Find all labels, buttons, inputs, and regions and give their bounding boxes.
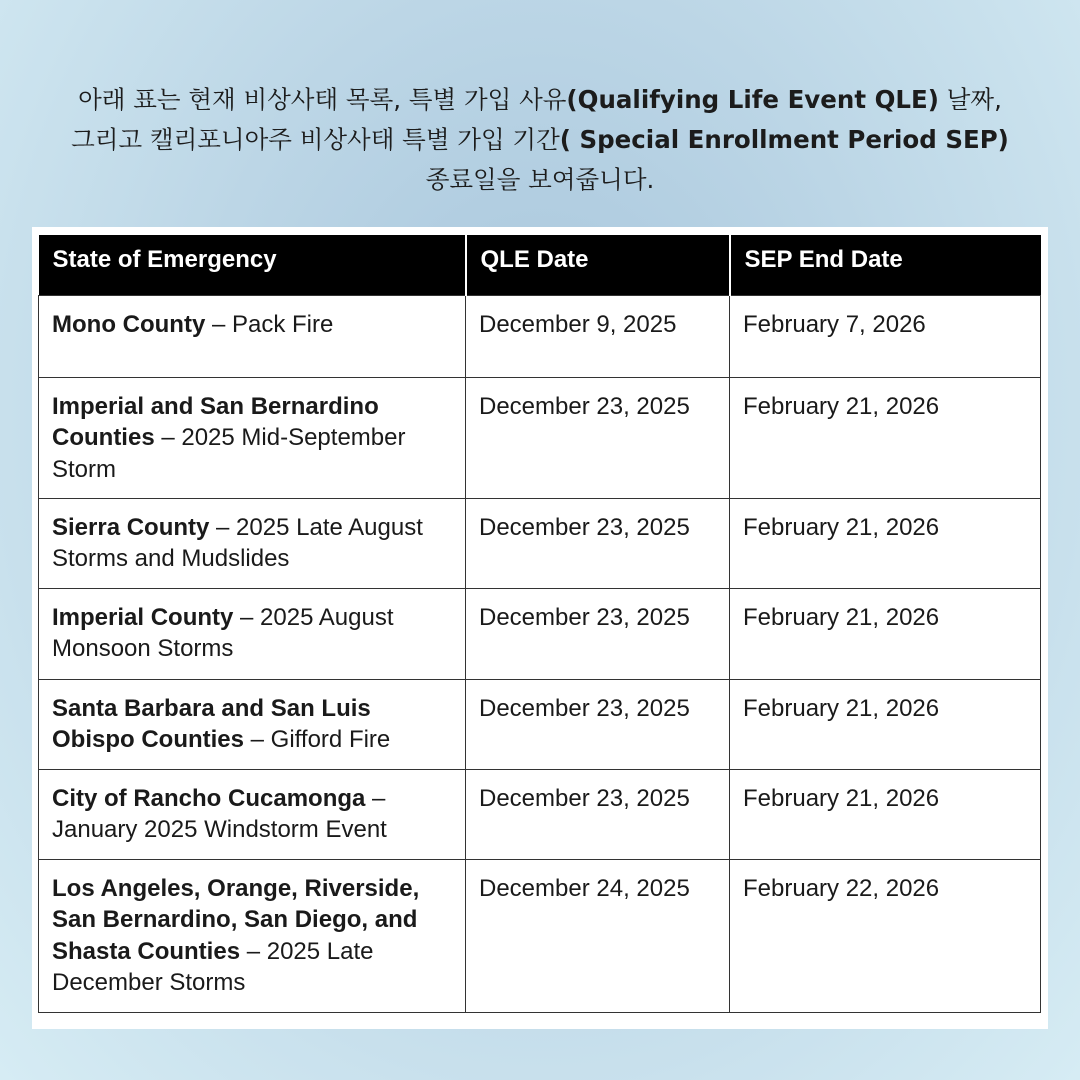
table-row	[39, 769, 1041, 859]
heading-line-2: 그리고 캘리포니아주 비상사태 특별 가입 기간( Special Enrollment Period SEP)	[71, 125, 1009, 154]
table-header-row	[39, 235, 1041, 295]
qle-date-cell: December 23, 2025	[466, 377, 730, 498]
sep-end-date-cell: February 21, 2026	[730, 588, 1041, 679]
emergency-place: Imperial and San Bernardino Counties	[52, 392, 379, 451]
emergency-event: – Gifford Fire	[244, 726, 391, 753]
qle-date-cell: December 9, 2025	[466, 295, 730, 377]
table-row	[39, 859, 1041, 1012]
header-state-of-emergency: State of Emergency	[39, 235, 466, 295]
qle-date-cell: December 23, 2025	[466, 679, 730, 769]
sep-end-date-cell: February 21, 2026	[730, 377, 1041, 498]
emergency-event: – January 2025 Windstorm Event	[52, 784, 387, 843]
table-panel	[32, 227, 1048, 1029]
qle-date-cell: December 24, 2025	[466, 859, 730, 1012]
emergency-cell	[39, 498, 466, 588]
table-row	[39, 295, 1041, 377]
emergency-cell	[39, 588, 466, 679]
emergency-event: – 2025 Late December Storms	[52, 937, 374, 996]
emergency-cell	[39, 679, 466, 769]
heading-line-1: 아래 표는 현재 비상사태 목록, 특별 가입 사유(Qualifying Life Event QLE) 날짜,	[78, 85, 1002, 114]
page-heading	[30, 80, 1050, 200]
emergency-event: – Pack Fire	[205, 310, 334, 338]
emergency-place: Mono County	[52, 310, 206, 338]
sep-end-date-cell: February 21, 2026	[730, 679, 1041, 769]
emergency-place: Sierra County	[52, 513, 210, 541]
sep-end-date-cell: February 7, 2026	[730, 295, 1041, 377]
emergency-place: Imperial County	[52, 603, 234, 631]
qle-date-cell: December 23, 2025	[466, 498, 730, 588]
emergency-place: Santa Barbara and San Luis Obispo Counties	[52, 694, 371, 753]
emergency-cell	[39, 859, 466, 1012]
sep-end-date-cell: February 21, 2026	[730, 769, 1041, 859]
table-row	[39, 377, 1041, 498]
sep-end-date-cell: February 21, 2026	[730, 498, 1041, 588]
emergency-event: – 2025 Mid-September Storm	[52, 424, 406, 483]
emergency-table	[38, 235, 1041, 1013]
qle-date-cell: December 23, 2025	[466, 588, 730, 679]
emergency-place: City of Rancho Cucamonga	[52, 784, 366, 812]
sep-end-date-cell: February 22, 2026	[730, 859, 1041, 1012]
emergency-cell	[39, 295, 466, 377]
emergency-cell	[39, 377, 466, 498]
header-sep-end-date: SEP End Date	[730, 235, 1041, 295]
emergency-event: – 2025 August Monsoon Storms	[52, 603, 394, 662]
table-row	[39, 498, 1041, 588]
table-row	[39, 679, 1041, 769]
table-row	[39, 588, 1041, 679]
qle-date-cell: December 23, 2025	[466, 769, 730, 859]
emergency-place: Los Angeles, Orange, Riverside, San Bernardino, San Diego, and Shasta Counties	[52, 874, 420, 965]
emergency-event: – 2025 Late August Storms and Mudslides	[52, 513, 423, 572]
header-qle-date: QLE Date	[466, 235, 730, 295]
emergency-cell	[39, 769, 466, 859]
heading-line-3: 종료일을 보여줍니다.	[425, 165, 655, 194]
